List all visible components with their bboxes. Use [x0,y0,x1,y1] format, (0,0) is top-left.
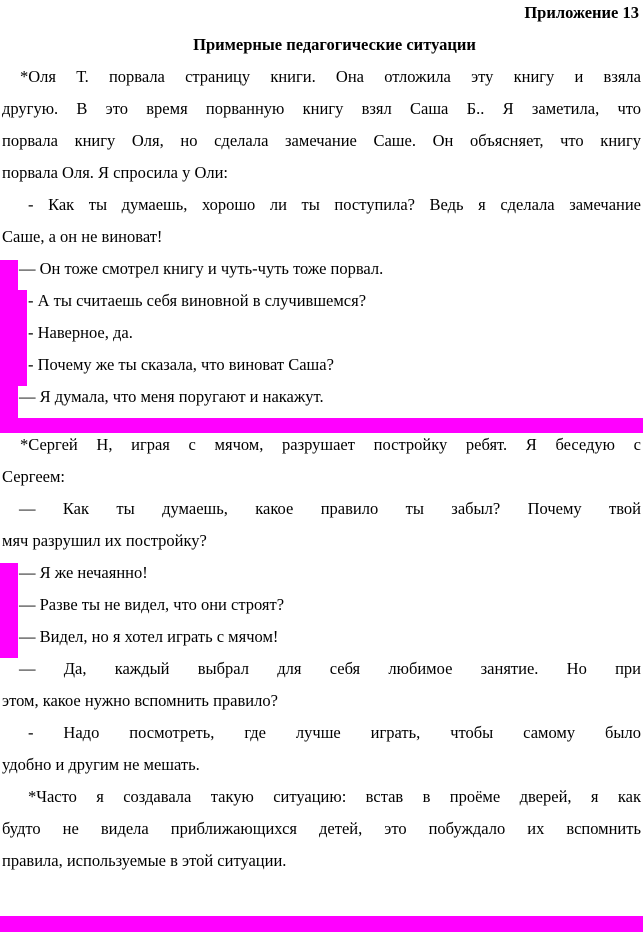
paragraph-line: правила, используемые в этой ситуации. [2,851,287,870]
dialog-line: - Наверное, да. [28,323,133,342]
paragraph-line: удобно и другим не мешать. [2,755,200,774]
appendix-label: Приложение 13 [524,3,639,22]
paragraph-line: *Оля Т. порвала страницу книги. Она отложила эту книгу и взяла [20,67,641,86]
paragraph-line: мяч разрушил их постройку? [2,531,207,550]
paragraph-line: этом, какое нужно вспомнить правило? [2,691,278,710]
dialog-line: — Видел, но я хотел играть с мячом! [19,627,279,646]
accent-bar [0,563,18,658]
dialog-line: - Почему же ты сказала, что виноват Саша? [28,355,334,374]
paragraph-line: - Надо посмотреть, где лучше играть, чтобы самому было [28,723,641,742]
accent-bar [0,386,18,418]
paragraph-line: порвала книгу Оля, но сделала замечание Саше. Он объясняет, что книгу [2,131,641,150]
paragraph-line: Саше, а он не виноват! [2,227,163,246]
accent-bar [0,260,18,290]
dialog-line: — Я же нечаянно! [19,563,148,582]
paragraph-line: — Как ты думаешь, какое правило ты забыл? Почему твой [19,499,641,518]
accent-bar [0,418,643,433]
page-title: Примерные педагогические ситуации [193,35,476,54]
dialog-line: — Он тоже смотрел книгу и чуть-чуть тоже порвал. [19,259,384,278]
accent-bar [0,916,643,932]
paragraph-line: *Часто я создавала такую ситуацию: встав в проёме дверей, я как [28,787,641,806]
paragraph-line: *Сергей Н, играя с мячом, разрушает постройку ребят. Я беседую с [20,435,641,454]
paragraph-line: порвала Оля. Я спросила у Оли: [2,163,229,182]
accent-bar [0,290,27,386]
dialog-line: — Разве ты не видел, что они строят? [19,595,285,614]
paragraph-line: - Как ты думаешь, хорошо ли ты поступила? Ведь я сделала замечание [28,195,641,214]
paragraph-line: будто не видела приближающихся детей, это побуждало их вспомнить [2,819,641,838]
dialog-line: — Я думала, что меня поругают и накажут. [19,387,324,406]
dialog-line: - А ты считаешь себя виновной в случившемся? [28,291,367,310]
paragraph-line: другую. В это время порванную книгу взял Саша Б.. Я заметила, что [2,99,641,118]
paragraph-line: Сергеем: [2,467,66,486]
paragraph-line: — Да, каждый выбрал для себя любимое занятие. Но при [19,659,641,678]
